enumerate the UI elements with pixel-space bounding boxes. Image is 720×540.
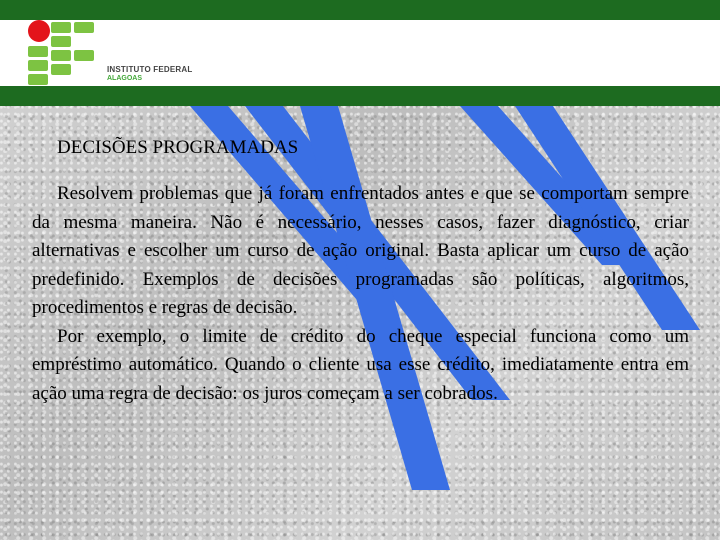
- logo-text-line1: INSTITUTO FEDERAL: [107, 65, 193, 74]
- header-top-bar: [0, 0, 720, 20]
- logo-text-line2: ALAGOAS: [107, 75, 142, 82]
- slide-title: DECISÕES PROGRAMADAS: [57, 137, 299, 158]
- header-banner: [0, 0, 720, 106]
- logo-mark-icon: [20, 20, 110, 86]
- logo-wordmark: [107, 66, 192, 82]
- body-paragraph-1: Resolvem problemas que já foram enfrentados antes e que se comportam sempre da mesma maneira. Não é necessário, nesses casos, fazer diagnóstico, criar alternativas e escolher um curso de ação original. Basta aplicar um curso de ação predefinido. Exemplos de decisões programadas são políticas, algoritmos, procedimentos e regras de decisão.: [32, 183, 689, 318]
- header-bottom-bar: [0, 86, 720, 106]
- slide-body: [32, 180, 689, 408]
- body-paragraph-2: Por exemplo, o limite de crédito do cheque especial funciona como um empréstimo automático. Quando o cliente usa esse crédito, imediatamente entra em ação uma regra de decisão: os juros começam a ser cobrados.: [32, 325, 689, 404]
